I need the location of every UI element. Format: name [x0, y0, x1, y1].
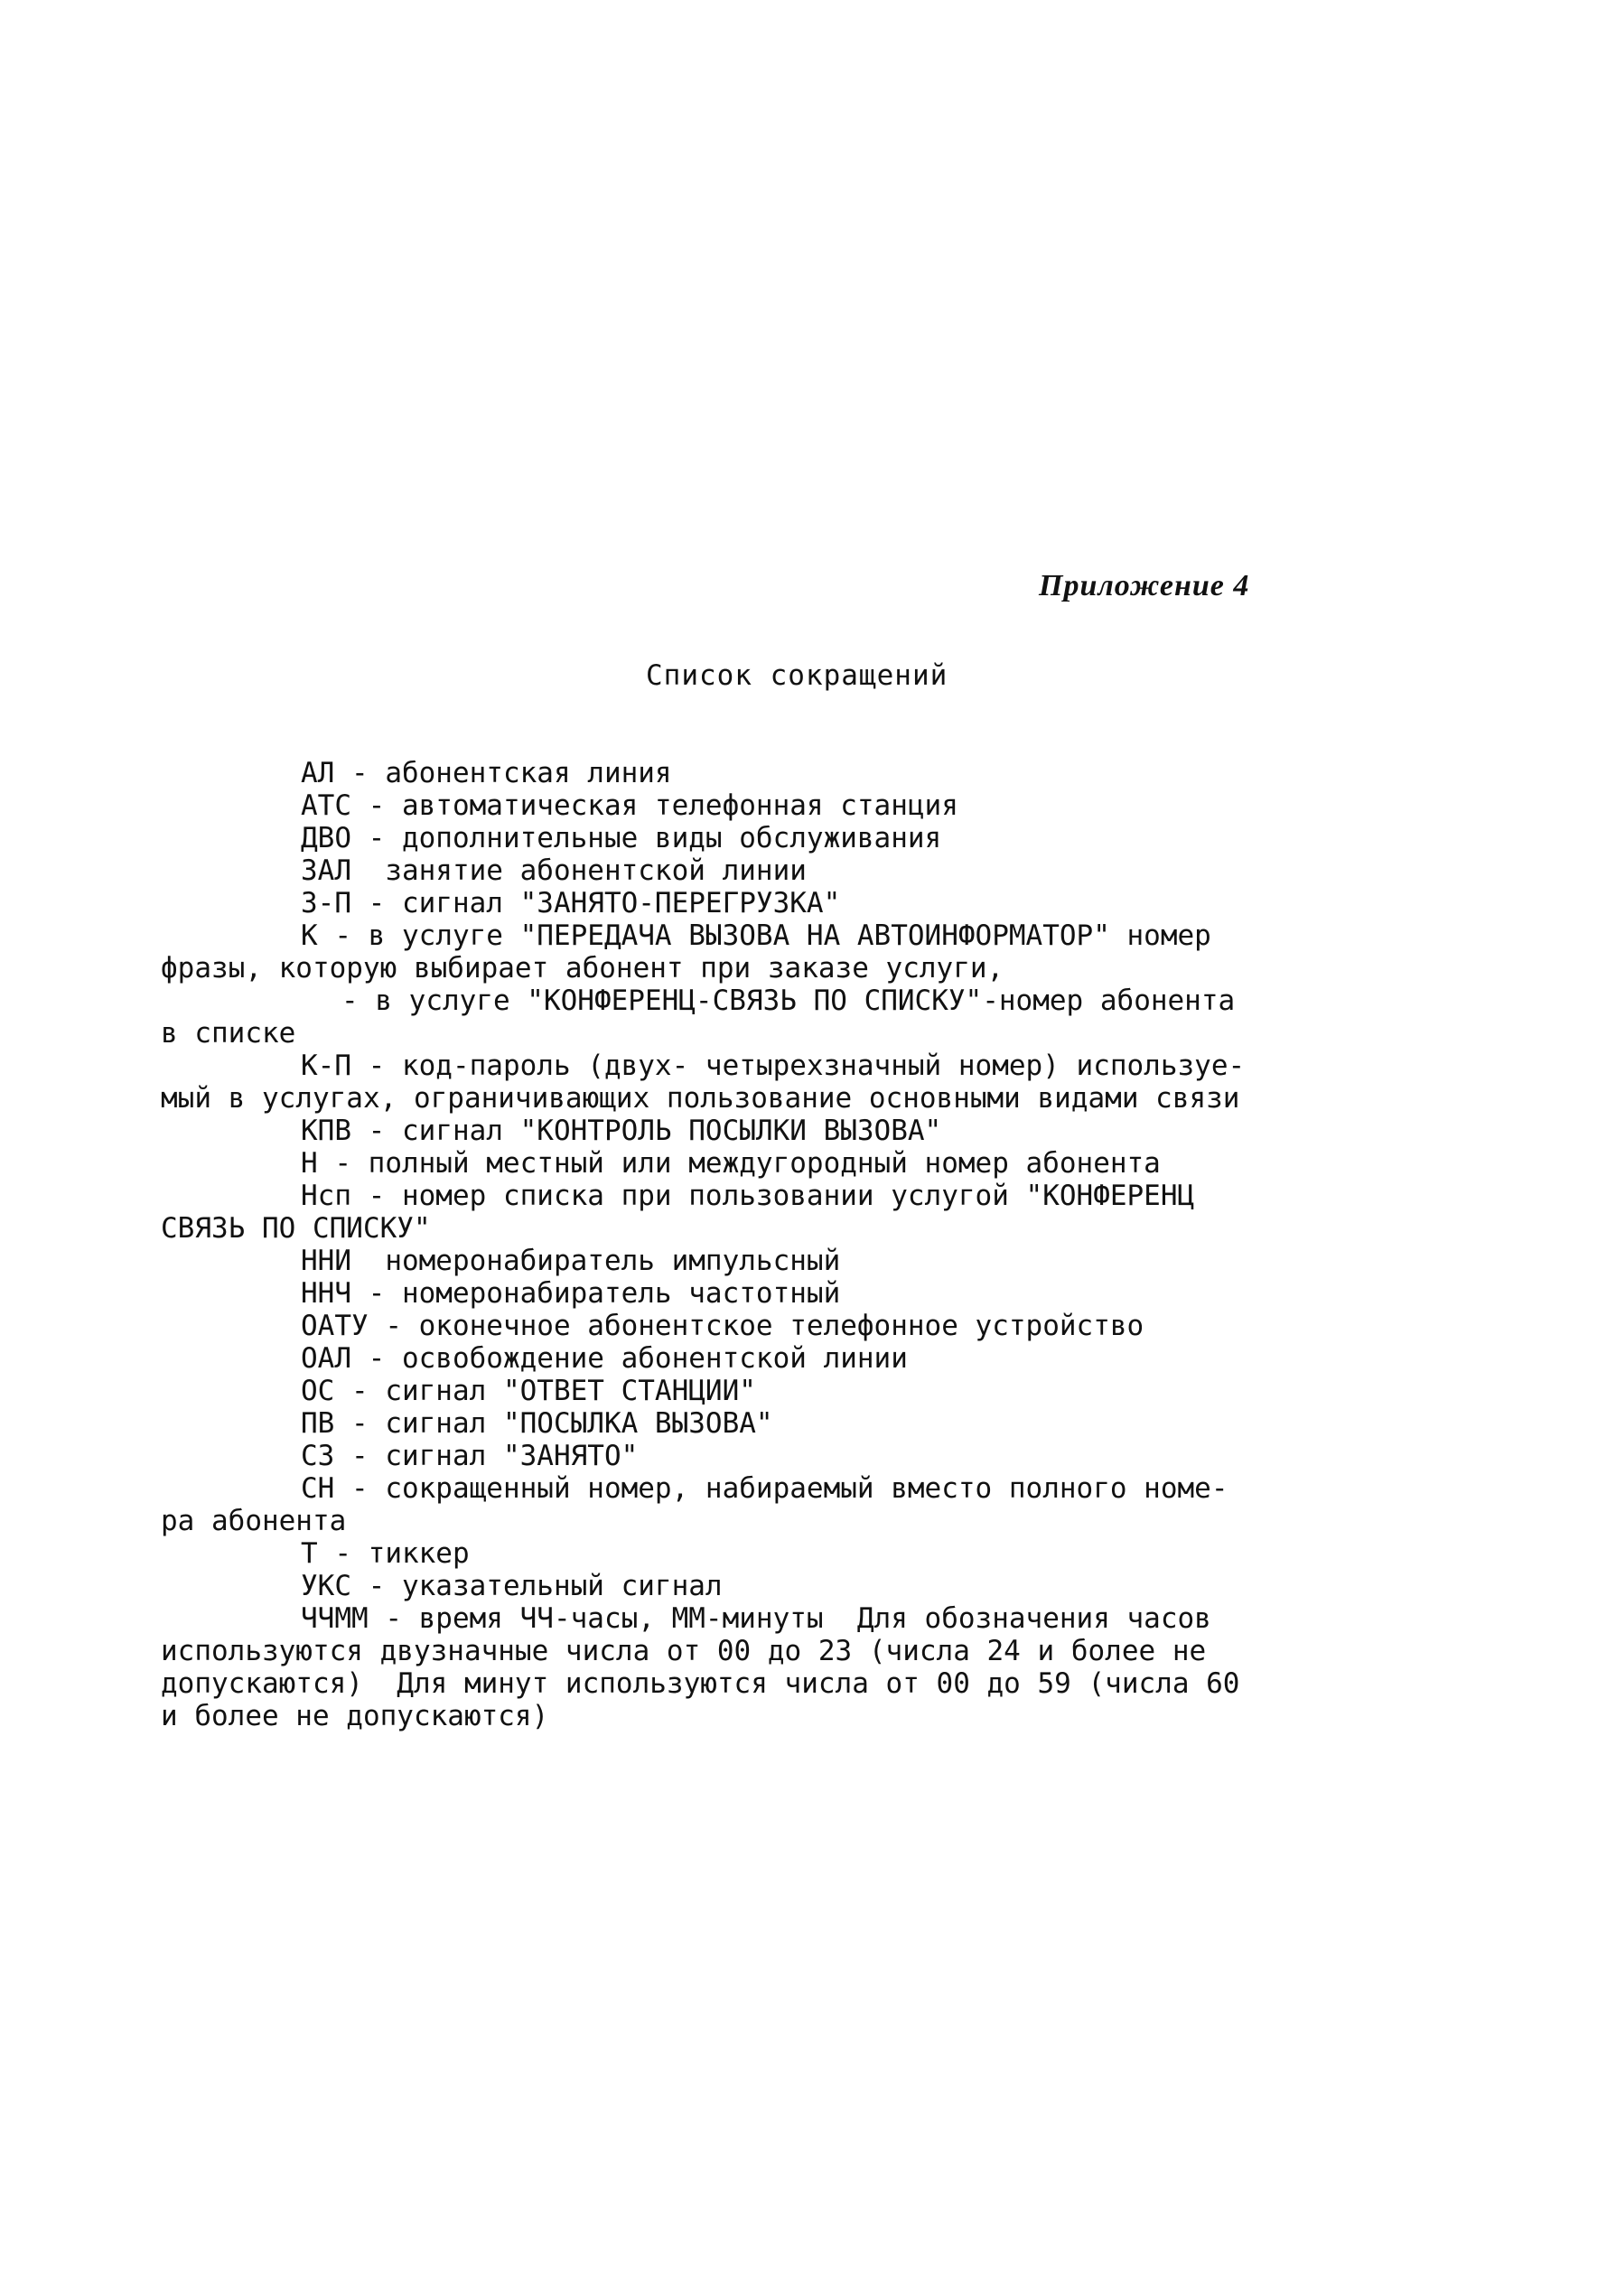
abbreviation-line: в списке	[161, 1017, 296, 1050]
abbreviation-line: АТС - автоматическая телефонная станция	[301, 789, 958, 822]
abbreviation-line: ОАТУ - оконечное абонентское телефонное устройство	[301, 1310, 1144, 1342]
abbreviation-line: и более не допускаются)	[161, 1700, 549, 1732]
abbreviation-line: ЗАЛ занятие абонентской линии	[301, 854, 807, 887]
abbreviation-line: Н - полный местный или междугородный номер абонента	[301, 1147, 1161, 1180]
abbreviation-line: допускаются) Для минут используются числа от 00 до 59 (числа 60	[161, 1667, 1240, 1700]
abbreviation-line: ра абонента	[161, 1505, 347, 1537]
abbreviation-line: - в услуге "КОНФЕРЕНЦ-СВЯЗЬ ПО СПИСКУ"-номер абонента	[341, 985, 1236, 1017]
abbreviation-line: ПВ - сигнал "ПОСЫЛКА ВЫЗОВА"	[301, 1407, 773, 1440]
appendix-heading: Приложение 4	[1039, 569, 1250, 602]
abbreviation-line: СВЯЗЬ ПО СПИСКУ"	[161, 1212, 431, 1245]
abbreviation-line: З-П - сигнал "ЗАНЯТО-ПЕРЕГРУЗКА"	[301, 887, 841, 919]
abbreviation-line: ННЧ - номеронабиратель частотный	[301, 1277, 841, 1310]
abbreviation-line: фразы, которую выбирает абонент при заказе услуги,	[161, 952, 1004, 985]
abbreviation-line: УКС - указательный сигнал	[301, 1570, 723, 1602]
abbreviation-line: СЗ - сигнал "ЗАНЯТО"	[301, 1440, 639, 1472]
abbreviation-line: ДВО - дополнительные виды обслуживания	[301, 822, 942, 854]
abbreviation-line: АЛ - абонентская линия	[301, 757, 672, 789]
abbreviation-line: К-П - код-пароль (двух- четырехзначный номер) используе-	[301, 1050, 1246, 1082]
abbreviation-line: ОАЛ - освобождение абонентской линии	[301, 1342, 908, 1375]
abbreviation-line: используются двузначные числа от 00 до 23 (числа 24 и более не	[161, 1635, 1207, 1667]
abbreviation-line: К - в услуге "ПЕРЕДАЧА ВЫЗОВА НА АВТОИНФОРМАТОР" номер	[301, 919, 1211, 952]
abbreviation-line: ННИ номеронабиратель импульсный	[301, 1245, 841, 1277]
abbreviation-line: мый в услугах, ограничивающих пользование основными видами связи	[161, 1082, 1240, 1115]
abbreviation-line: Нсп - номер списка при пользовании услугой "КОНФЕРЕНЦ	[301, 1180, 1195, 1212]
abbreviation-line: КПВ - сигнал "КОНТРОЛЬ ПОСЫЛКИ ВЫЗОВА"	[301, 1115, 942, 1147]
abbreviation-line: ОС - сигнал "ОТВЕТ СТАНЦИИ"	[301, 1375, 756, 1407]
abbreviation-line: Т - тиккер	[301, 1537, 470, 1570]
abbreviation-line: ЧЧММ - время ЧЧ-часы, ММ-минуты Для обозначения часов	[301, 1602, 1211, 1635]
page-title: Список сокращений	[646, 659, 948, 692]
abbreviation-list	[161, 757, 1389, 1732]
abbreviation-line: СН - сокращенный номер, набираемый вместо полного номе-	[301, 1472, 1228, 1505]
